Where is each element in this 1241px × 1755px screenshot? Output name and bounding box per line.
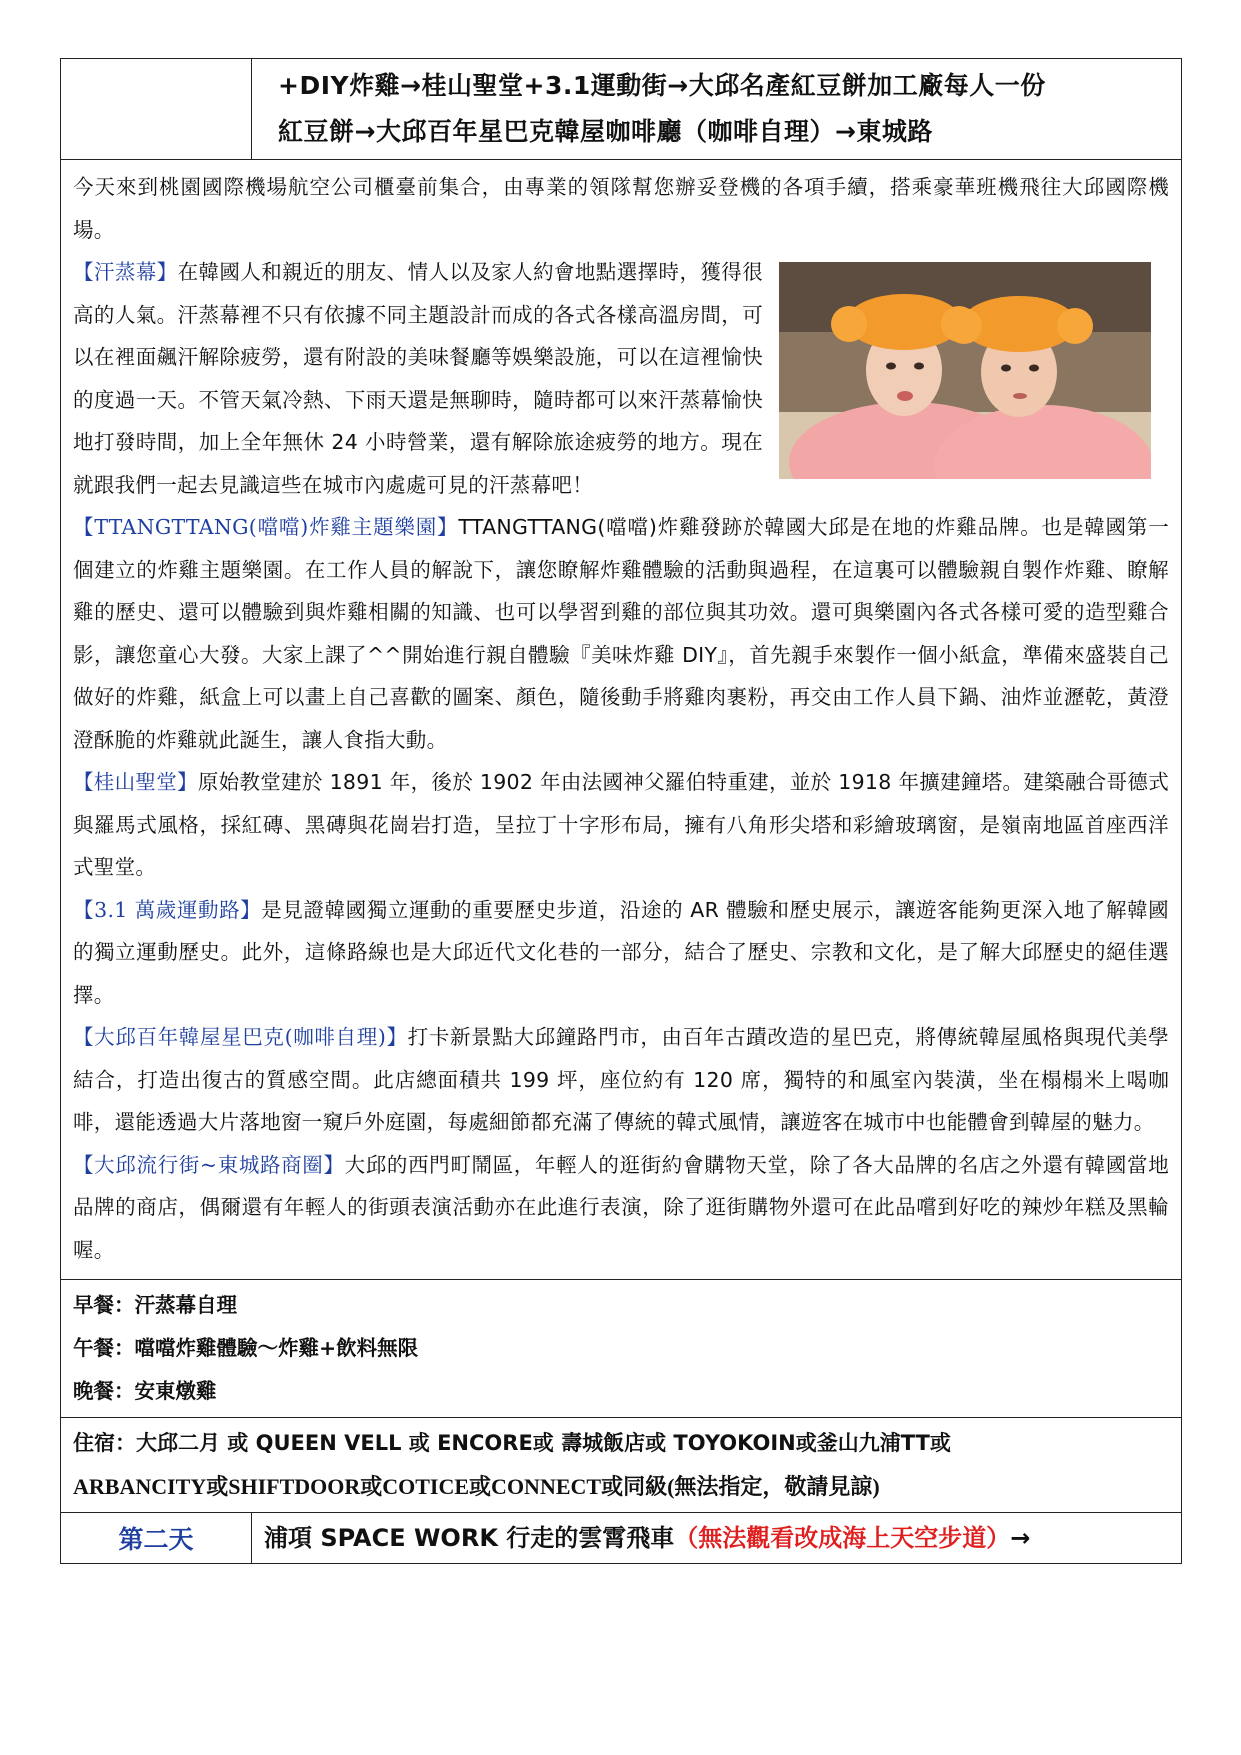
day2-route-main: 浦項 SPACE WORK 行走的雲霄飛車 (264, 1524, 675, 1552)
day1-meals-cell (61, 1280, 1182, 1418)
section-starbucks-hanok-title: 【大邱百年韓屋星巴克(咖啡自理)】 (73, 1025, 408, 1049)
meal-dinner: 晚餐：安東燉雞 (73, 1379, 217, 1403)
day1-label-cell (61, 59, 252, 160)
section-chicken-park (73, 506, 1169, 761)
section-march1-road-text: 是見證韓國獨立運動的重要歷史步道，沿途的 AR 體驗和歷史展示，讓遊客能夠更深入地了解韓國的獨立運動歷史。此外，這條路線也是大邱近代文化巷的一部分，結合了歷史、宗教和文化，是了解大邱歷史的絕佳選擇。 (73, 897, 1169, 1007)
section-sauna-title: 【汗蒸幕】 (73, 260, 178, 284)
section-cathedral-title: 【桂山聖堂】 (73, 770, 198, 794)
itinerary-table (60, 58, 1182, 1564)
sauna-couple-illustration (779, 262, 1151, 479)
day1-description-cell (61, 160, 1182, 1280)
section-march1-road-title: 【3.1 萬歲運動路】 (73, 897, 262, 922)
day2-route-note: （無法觀看改成海上天空步道） (674, 1524, 1011, 1552)
hotel-line2: ARBANCITY或SHIFTDOOR或COTICE或CONNECT或同級(無法指定，敬請見諒) (73, 1474, 880, 1499)
hotel-line1: 住宿：大邱二月 或 QUEEN VELL 或 ENCORE或 壽城飯店或 TOYOKOIN或釜山九浦TT或 (73, 1431, 951, 1455)
day1-route-line1: +DIY炸雞→桂山聖堂+3.1運動街→大邱名產紅豆餅加工廠每人一份 (278, 71, 1046, 100)
section-starbucks-hanok (73, 1016, 1169, 1144)
meal-breakfast: 早餐：汗蒸幕自理 (73, 1293, 237, 1317)
day1-route-line2: 紅豆餅→大邱百年星巴克韓屋咖啡廳（咖啡自理）→東城路 (278, 117, 933, 146)
section-chicken-park-text: TTANGTTANG(噹噹)炸雞發跡於韓國大邱是在地的炸雞品牌。也是韓國第一個建立的炸雞主題樂園。在工作人員的解說下，讓您瞭解炸雞體驗的活動與過程，在這裏可以體驗親自製作炸雞、瞭解雞的歷史、還可以體驗到與炸雞相關的知識、也可以學習到雞的部位與其功效。還可與樂園內各式各樣可愛的造型雞合影，讓您童心大發。大家上課了^^開始進行親自體驗『美味炸雞 DIY』，首先親手來製作一個小紙盒，準備來盛裝自己做好的炸雞，紙盒上可以畫上自己喜歡的圖案、顏色，隨後動手將雞肉裹粉，再交由工作人員下鍋、油炸並瀝乾，黃澄澄酥脆的炸雞就此誕生，讓人食指大動。 (73, 515, 1169, 752)
day1-route-cell (252, 59, 1182, 160)
day2-route-arrow: → (1010, 1524, 1031, 1552)
section-starbucks-hanok-text: 打卡新景點大邱鐘路門市，由百年古蹟改造的星巴克，將傳統韓屋風格與現代美學結合，打造出復古的質感空間。此店總面積共 199 坪，座位約有 120 席，獨特的和風室內裝潢，坐在榻榻米上喝咖啡，還能透過大片落地窗一窺戶外庭園，每處細節都充滿了傳統的韓式風情，讓遊客在城市中也能體會到韓屋的魅力。 (73, 1025, 1169, 1134)
section-chicken-park-title: 【TTANGTTANG(噹噹)炸雞主題樂園】 (73, 515, 459, 539)
section-dongseongro (73, 1144, 1169, 1272)
section-cathedral-text: 原始教堂建於 1891 年，後於 1902 年由法國神父羅伯特重建，並於 1918 年擴建鐘塔。建築融合哥德式與羅馬式風格，採紅磚、黑磚與花崗岩打造，呈拉丁十字形布局，擁有八角形尖塔和彩繪玻璃窗，是嶺南地區首座西洋式聖堂。 (73, 770, 1169, 879)
day2-label: 第二天 (61, 1513, 252, 1564)
section-sauna-text: 在韓國人和親近的朋友、情人以及家人約會地點選擇時，獲得很高的人氣。汗蒸幕裡不只有依據不同主題設計而成的各式各樣高溫房間，可以在裡面飆汗解除疲勞，還有附設的美味餐廳等娛樂設施，可以在這裡愉快的度過一天。不管天氣冷熱、下雨天還是無聊時，隨時都可以來汗蒸幕愉快地打發時間，加上全年無休 24 小時營業，還有解除旅途疲勞的地方。現在就跟我們一起去見識這些在城市內處處可見的汗蒸幕吧！ (73, 260, 763, 497)
day1-hotel-cell (61, 1418, 1182, 1513)
day1-intro: 今天來到桃園國際機場航空公司櫃臺前集合，由專業的領隊幫您辦妥登機的各項手續，搭乘豪華班機飛往大邱國際機場。 (73, 175, 1169, 242)
section-cathedral (73, 761, 1169, 889)
section-march1-road (73, 889, 1169, 1017)
sauna-couple-photo (779, 262, 1151, 479)
day2-route-cell (252, 1513, 1182, 1564)
section-dongseongro-title: 【大邱流行街~東城路商圈】 (73, 1152, 345, 1177)
itinerary-page (60, 58, 1182, 1564)
section-dongseongro-text: 大邱的西門町鬧區，年輕人的逛街約會購物天堂，除了各大品牌的名店之外還有韓國當地品牌的商店，偶爾還有年輕人的街頭表演活動亦在此進行表演，除了逛街購物外還可在此品嚐到好吃的辣炒年糕及黑輪喔。 (73, 1152, 1169, 1262)
meal-lunch: 午餐：噹噹炸雞體驗～炸雞+飲料無限 (73, 1336, 419, 1360)
